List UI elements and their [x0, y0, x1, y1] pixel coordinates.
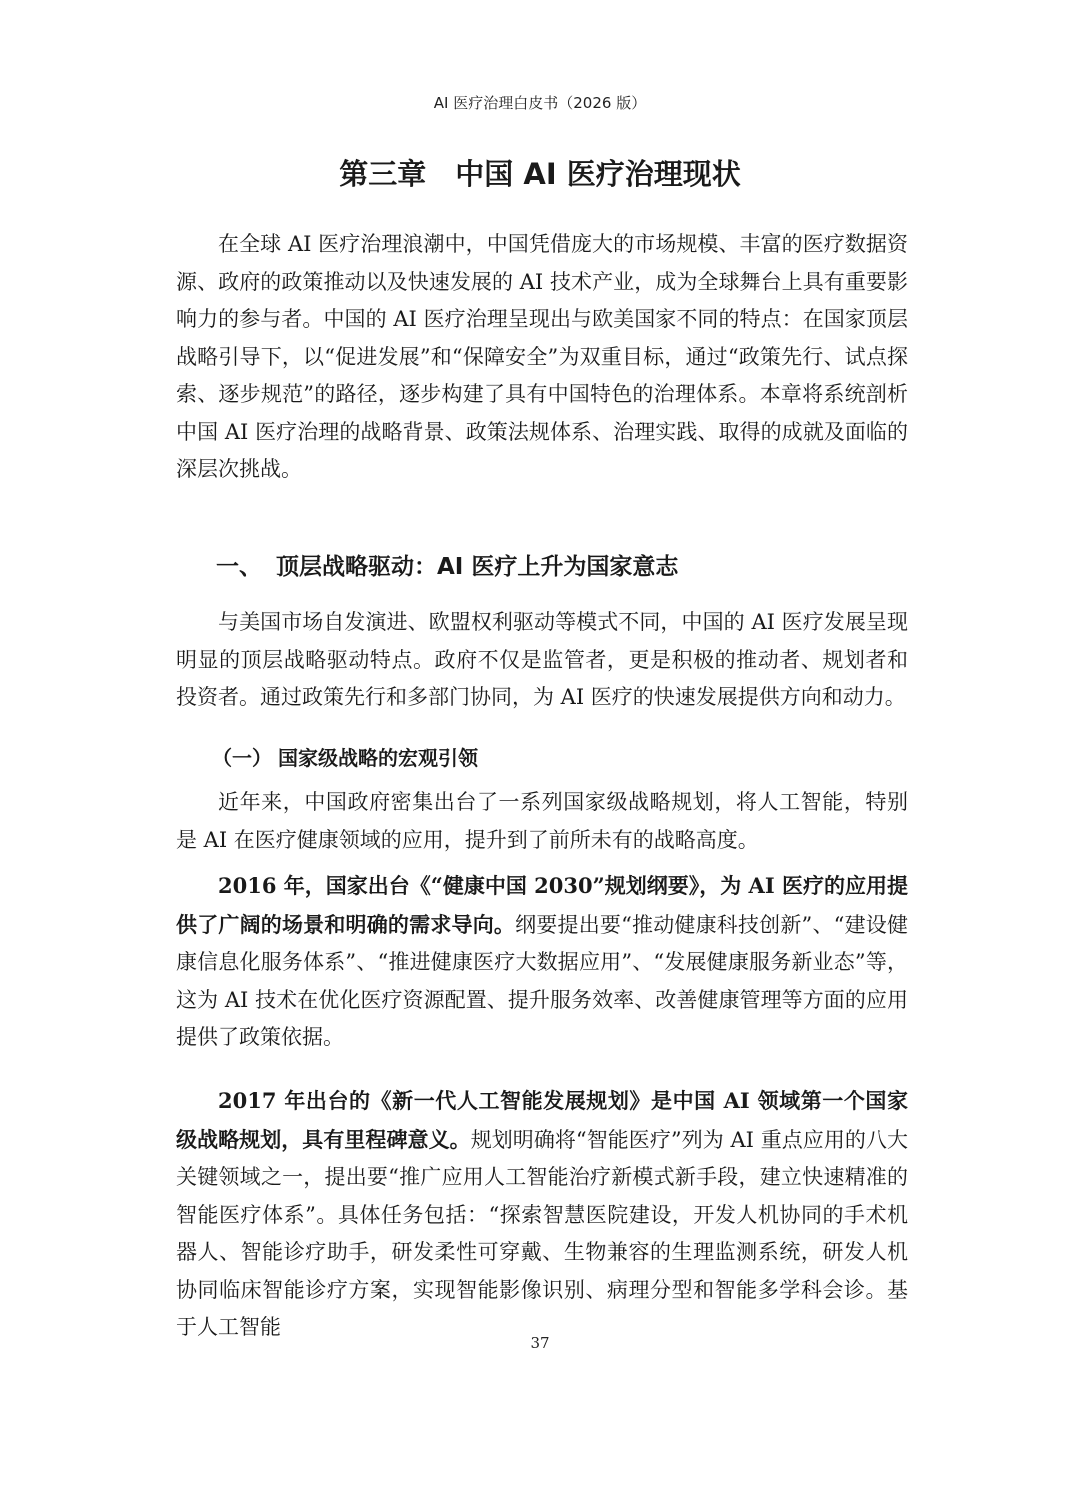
- subsection-number: （一）: [212, 746, 272, 770]
- page-number: 37: [530, 1334, 550, 1352]
- chapter-intro-paragraph: 在全球 AI 医疗治理浪潮中，中国凭借庞大的市场规模、丰富的医疗数据资源、政府的政策推动以及快速发展的 AI 技术产业，成为全球舞台上具有重要影响力的参与者。中国的 AI 医疗治理呈现出与欧美国家不同的特点：在国家顶层战略引导下，以“促进发展”和“保障安全”为双重目标，通过“政策先行、试点探索、逐步规范”的路径，逐步构建了具有中国特色的治理体系。本章将系统剖析中国 AI 医疗治理的战略背景、政策法规体系、治理实践、取得的成就及面临的深层次挑战。: [176, 232, 908, 481]
- subsection-paragraph-2: [176, 867, 908, 1057]
- paragraph-2-body: 纲要提出要“推动健康科技创新”、“建设健康信息化服务体系”、“推进健康医疗大数据应用”、“发展健康服务新业态”等，这为 AI 技术在优化医疗资源配置、提升服务效率、改善健康管理等方面的应用提供了政策依据。: [176, 912, 908, 1049]
- paragraph-3-body: 规划明确将“智能医疗”列为 AI 重点应用的八大关键领域之一，提出要“推广应用人工智能治疗新模式新手段，建立快速精准的智能医疗体系”。具体任务包括：“探索智慧医院建设，开发人机协同的手术机器人、智能诊疗助手，研发柔性可穿戴、生物兼容的生理监测系统，研发人机协同临床智能诊疗方案，实现智能影像识别、病理分型和智能多学科会诊。基于人工智能: [176, 1127, 908, 1339]
- paragraph-2-lead: 2016 年，国家出台《“健康中国 2030”规划纲要》，为 AI 医疗的应用提供了广阔的场景和明确的需求导向。: [176, 873, 908, 937]
- subsection-paragraph-3: [176, 1082, 908, 1347]
- section-title: 顶层战略驱动：AI 医疗上升为国家意志: [276, 554, 679, 580]
- subsection-title: 国家级战略的宏观引领: [278, 746, 478, 770]
- chapter-title: 第三章 中国 AI 医疗治理现状: [339, 157, 741, 191]
- subsection-heading: [212, 742, 912, 771]
- section-number: 一、: [216, 554, 262, 580]
- subsection-paragraph-1: 近年来，中国政府密集出台了一系列国家级战略规划，将人工智能，特别是 AI 在医疗健康领域的应用，提升到了前所未有的战略高度。: [176, 790, 908, 852]
- section-heading: [216, 548, 916, 581]
- paragraph-3-lead: 2017 年出台的《新一代人工智能发展规划》是中国 AI 领域第一个国家级战略规划，具有里程碑意义。: [176, 1088, 908, 1152]
- section-intro-paragraph: 与美国市场自发演进、欧盟权利驱动等模式不同，中国的 AI 医疗发展呈现明显的顶层战略驱动特点。政府不仅是监管者，更是积极的推动者、规划者和投资者。通过政策先行和多部门协同，为 AI 医疗的快速发展提供方向和动力。: [176, 610, 908, 709]
- running-header: AI 医疗治理白皮书（2026 版）: [433, 94, 647, 112]
